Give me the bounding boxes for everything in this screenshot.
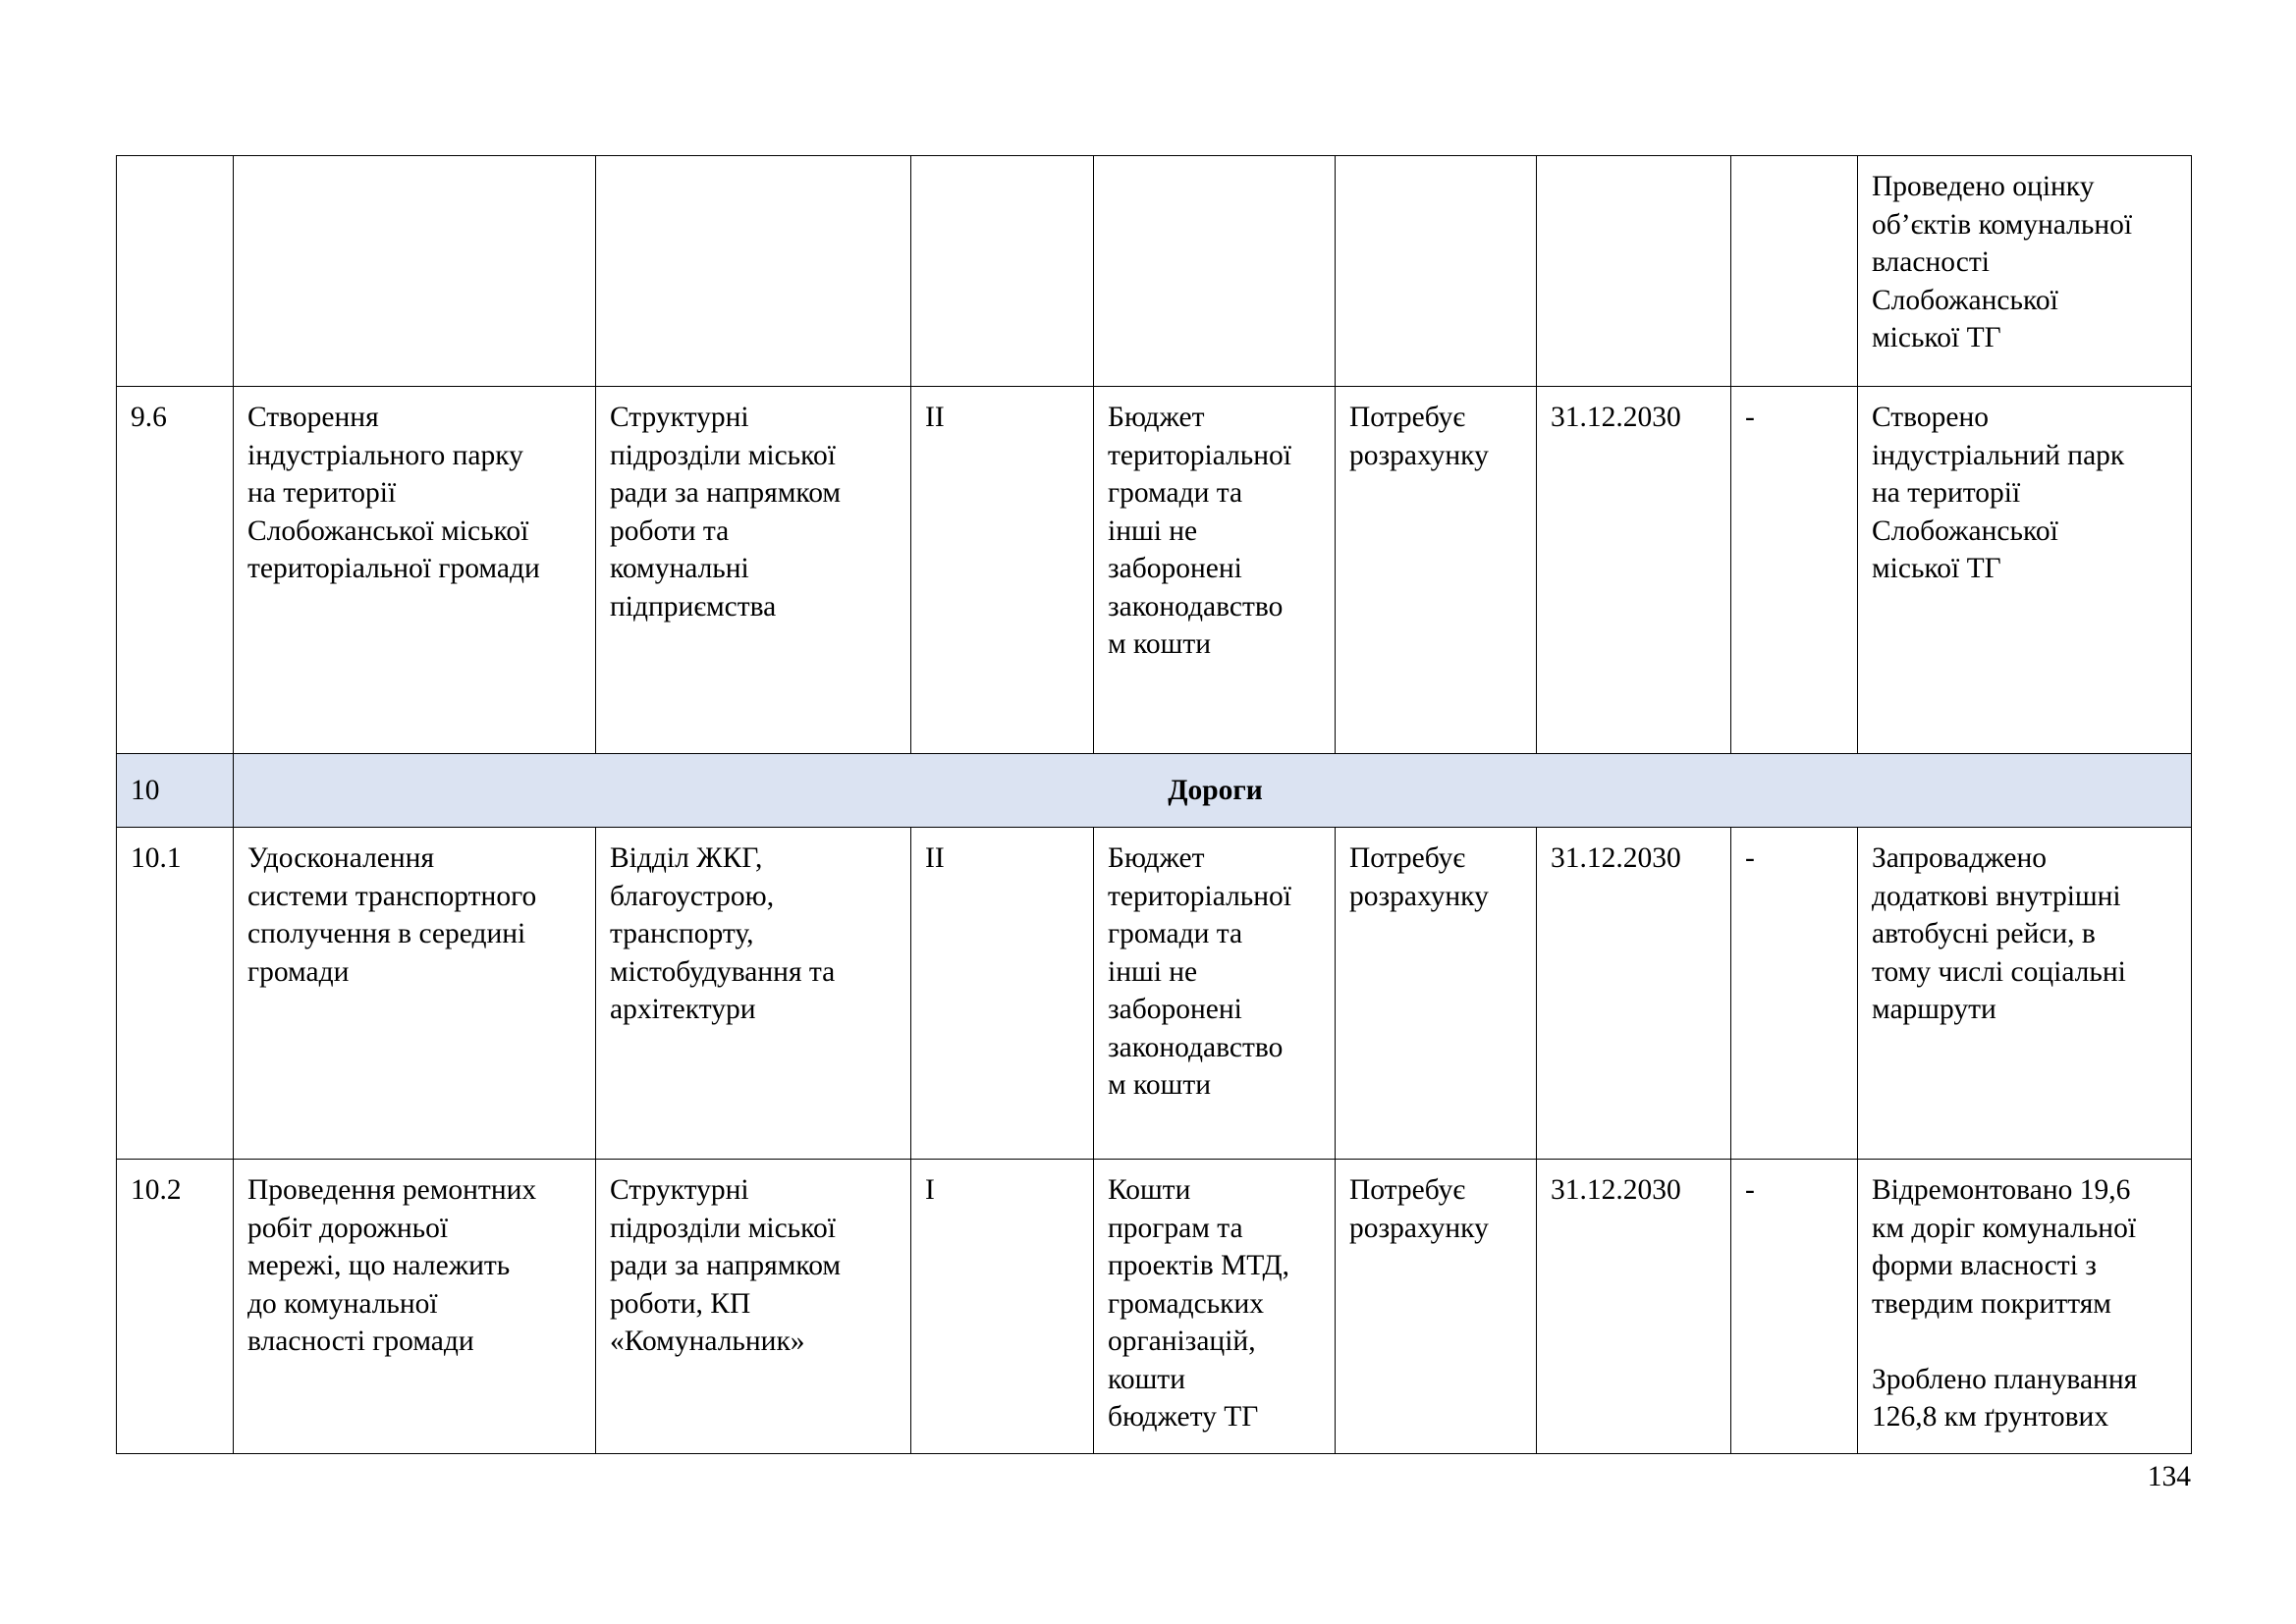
cell-priority: ІІ xyxy=(911,387,1094,754)
cell-deadline xyxy=(1537,156,1731,387)
table-row xyxy=(117,828,2192,1160)
section-row xyxy=(117,754,2192,828)
cell-measure xyxy=(234,156,596,387)
cell-funding-source: Бюджет територіальної громади та інші не заборонені законодавство м кошти xyxy=(1094,828,1336,1160)
table-row xyxy=(117,156,2192,387)
cell-number: 10.2 xyxy=(117,1160,234,1454)
cell-result: Створено індустріальний парк на території Слобожанської міської ТГ xyxy=(1858,387,2192,754)
cell-funding-source xyxy=(1094,156,1336,387)
cell-dash xyxy=(1731,156,1858,387)
cell-deadline: 31.12.2030 xyxy=(1537,1160,1731,1454)
cell-result: Проведено оцінку об’єктів комунальної власності Слобожанської міської ТГ xyxy=(1858,156,2192,387)
cell-priority: І xyxy=(911,1160,1094,1454)
cell-result: Відремонтовано 19,6 км доріг комунальної форми власності з твердим покриттям Зроблено планування 126,8 км ґрунтових xyxy=(1858,1160,2192,1454)
cell-number: 9.6 xyxy=(117,387,234,754)
cell-measure: Створення індустріального парку на території Слобожанської міської територіальної громади xyxy=(234,387,596,754)
cell-measure: Проведення ремонтних робіт дорожньої мережі, що належить до комунальної власності громади xyxy=(234,1160,596,1454)
cell-dash: - xyxy=(1731,828,1858,1160)
table-row xyxy=(117,387,2192,754)
cell-funding-source: Кошти програм та проектів МТД, громадських організацій, кошти бюджету ТГ xyxy=(1094,1160,1336,1454)
cell-number xyxy=(117,156,234,387)
cell-priority xyxy=(911,156,1094,387)
section-title: Дороги xyxy=(234,754,2192,828)
cell-funding-source: Бюджет територіальної громади та інші не заборонені законодавство м кошти xyxy=(1094,387,1336,754)
table-row xyxy=(117,1160,2192,1454)
cell-amount: Потребує розрахунку xyxy=(1336,828,1537,1160)
cell-executor: Структурні підрозділи міської ради за напрямком роботи та комунальні підприємства xyxy=(596,387,911,754)
page-number: 134 xyxy=(2147,1461,2191,1492)
cell-deadline: 31.12.2030 xyxy=(1537,387,1731,754)
cell-amount: Потребує розрахунку xyxy=(1336,1160,1537,1454)
cell-deadline: 31.12.2030 xyxy=(1537,828,1731,1160)
cell-dash: - xyxy=(1731,1160,1858,1454)
cell-amount: Потребує розрахунку xyxy=(1336,387,1537,754)
cell-priority: ІІ xyxy=(911,828,1094,1160)
section-number: 10 xyxy=(117,754,234,828)
cell-result: Запроваджено додаткові внутрішні автобусні рейси, в тому числі соціальні маршрути xyxy=(1858,828,2192,1160)
cell-executor xyxy=(596,156,911,387)
cell-amount xyxy=(1336,156,1537,387)
cell-executor: Структурні підрозділи міської ради за напрямком роботи, КП «Комунальник» xyxy=(596,1160,911,1454)
action-plan-table xyxy=(116,155,2192,1454)
cell-number: 10.1 xyxy=(117,828,234,1160)
cell-executor: Відділ ЖКГ, благоустрою, транспорту, містобудування та архітектури xyxy=(596,828,911,1160)
cell-dash: - xyxy=(1731,387,1858,754)
cell-measure: Удосконалення системи транспортного сполучення в середині громади xyxy=(234,828,596,1160)
